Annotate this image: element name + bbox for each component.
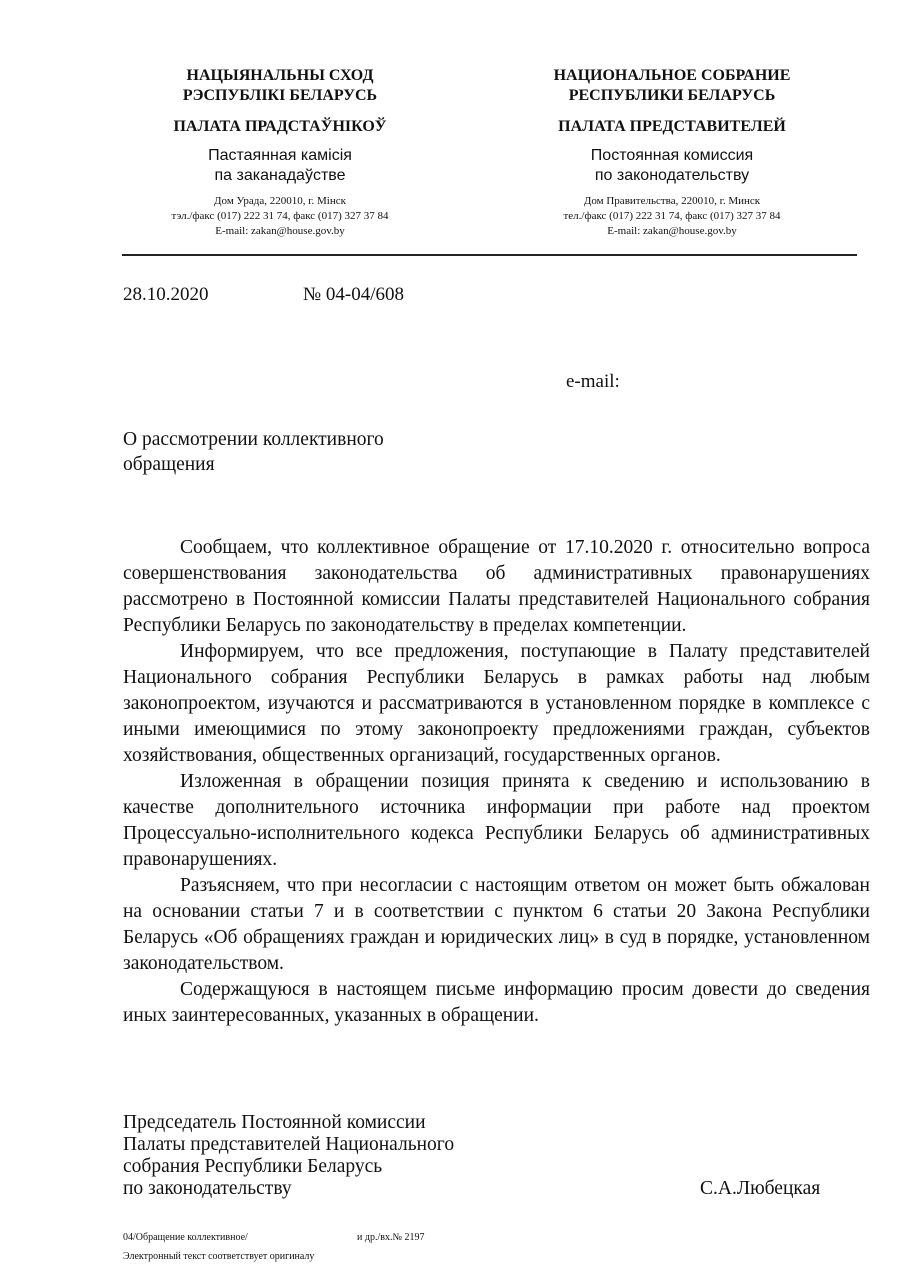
org-name-be-line1: НАЦЫЯНАЛЬНЫ СХОД bbox=[186, 67, 374, 84]
signature-title-line3: собрания Республики Беларусь bbox=[123, 1156, 383, 1177]
letterhead-left bbox=[105, 66, 455, 239]
footer-note: Электронный текст соответствует оригиналу bbox=[123, 1251, 315, 1262]
committee-be-line2: па заканадаўстве bbox=[214, 167, 346, 184]
address-ru-line1: Дом Правительства, 220010, г. Минск bbox=[583, 195, 761, 207]
body-paragraph: Содержащуюся в настоящем письме информацию просим довести до сведения иных заинтересованных, указанных в обращении. bbox=[123, 979, 870, 1026]
letterhead-divider bbox=[122, 254, 857, 256]
address-be-line2: тэл./факс (017) 222 31 74, факс (017) 327 37 84 bbox=[171, 210, 389, 222]
signature-title bbox=[123, 1112, 454, 1200]
org-name-ru-line1: НАЦИОНАЛЬНОЕ СОБРАНИЕ bbox=[553, 67, 791, 84]
body-paragraph: Изложенная в обращении позиция принята к сведению и использованию в качестве дополнительного источника информации при работе над проектом Процессуально-исполнительного кодекса Республики Беларусь об административных правонарушениях. bbox=[123, 771, 870, 870]
signature-title-line4: по законодательству bbox=[123, 1178, 292, 1199]
address-ru-line3: E-mail: zakan@house.gov.by bbox=[607, 225, 737, 237]
signature-title-line1: Председатель Постоянной комиссии bbox=[123, 1112, 426, 1133]
body-paragraph: Информируем, что все предложения, поступающие в Палату представителей Национального собрания Республики Беларусь в рамках работы над любым законопроектом, изучаются и рассматриваются в установленном порядке в комплексе с иными имеющимися по этому законопроекту предложениями граждан, субъектов хозяйствования, общественных организаций, государственных органов. bbox=[123, 641, 870, 766]
letter-body bbox=[123, 535, 870, 1029]
letter-date: 28.10.2020 bbox=[123, 284, 209, 305]
org-name-ru-line2: РЕСПУБЛИКИ БЕЛАРУСЬ bbox=[568, 87, 776, 104]
address-be-line3: E-mail: zakan@house.gov.by bbox=[215, 225, 345, 237]
letterhead-right bbox=[497, 66, 847, 239]
body-paragraph: Разъясняем, что при несогласии с настоящим ответом он может быть обжалован на основании статьи 7 и в соответствии с пунктом 6 статьи 20 Закона Республики Беларусь «Об обращениях граждан и юридических лиц» в суд в порядке, установленном законодательством. bbox=[123, 875, 870, 974]
address-ru-line2: тел./факс (017) 222 31 74, факс (017) 327 37 84 bbox=[563, 210, 781, 222]
subject-line1: О рассмотрении коллективного bbox=[123, 429, 384, 450]
footer-ref: 04/Обращение коллективное/ bbox=[123, 1232, 248, 1243]
letter-number: № 04-04/608 bbox=[303, 284, 404, 305]
signatory-name: С.А.Любецкая bbox=[700, 1178, 821, 1199]
org-name-be-line2: РЭСПУБЛІКІ БЕЛАРУСЬ bbox=[182, 87, 378, 104]
recipient-email-label: e-mail: bbox=[566, 371, 620, 392]
chamber-name-ru: ПАЛАТА ПРЕДСТАВИТЕЛЕЙ bbox=[558, 118, 786, 135]
footer-incoming: и др./вх.№ 2197 bbox=[357, 1232, 425, 1243]
chamber-name-be: ПАЛАТА ПРАДСТАЎНІКОЎ bbox=[173, 118, 387, 135]
committee-be-line1: Пастаянная камісія bbox=[208, 147, 352, 164]
committee-ru-line2: по законодательству bbox=[594, 167, 750, 184]
subject-line2: обращения bbox=[123, 454, 215, 475]
committee-ru-line1: Постоянная комиссия bbox=[590, 147, 754, 164]
letter-subject bbox=[123, 427, 384, 477]
body-paragraph: Сообщаем, что коллективное обращение от 17.10.2020 г. относительно вопроса совершенствования законодательства об административных правонарушениях рассмотрено в Постоянной комиссии Палаты представителей Национального собрания Республики Беларусь по законодательству в пределах компетенции. bbox=[123, 537, 870, 636]
address-be-line1: Дом Урада, 220010, г. Мінск bbox=[214, 195, 346, 207]
signature-title-line2: Палаты представителей Национального bbox=[123, 1134, 455, 1155]
